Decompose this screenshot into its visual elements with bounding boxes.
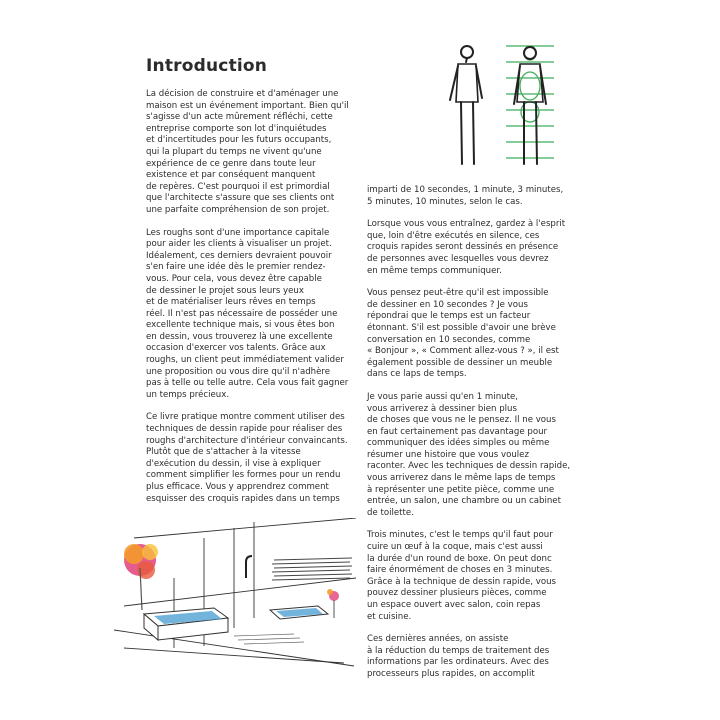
text-line: Ce livre pratique montre comment utiliser des [146, 412, 345, 423]
paragraph [367, 392, 577, 520]
text-line: raconter. Avec les techniques de dessin rapide, [367, 461, 571, 472]
text-line: imparti de 10 secondes, 1 minute, 3 minutes, [367, 185, 564, 195]
text-line: répondrai que le temps est un facteur [367, 311, 531, 322]
text-line: Vous pensez peut-être qu'il est impossible [367, 288, 549, 299]
text-line: excellente technique mais, si vous êtes bon [146, 320, 335, 331]
text-line: que, loin d'être exécutés en silence, ces [367, 230, 540, 241]
text-line: Je vous parie aussi qu'en 1 minute, [367, 391, 518, 402]
text-line: conversation en 10 secondes, comme [367, 334, 531, 345]
text-line: un espace ouvert avec salon, coin repas [367, 600, 541, 610]
text-line: en même temps communiquer. [367, 265, 502, 276]
text-line: comment simplifier les formes pour un rendu [146, 470, 341, 481]
paragraph [367, 185, 577, 208]
text-line: La décision de construire et d'aménager une [146, 89, 339, 99]
text-line: de choses que vous ne le pensez. Il ne vous [367, 415, 556, 426]
paragraph [367, 634, 577, 680]
text-line: s'agisse d'un acte mûrement réfléchi, cette [146, 112, 333, 123]
text-line: d'exécution du dessin, il vise à expliquer [146, 458, 321, 469]
interior-sketch-illustration [104, 518, 356, 668]
text-line: Lorsque vous vous entraînez, gardez à l'esprit [367, 219, 566, 230]
text-line: Trois minutes, c'est le temps qu'il faut pour [367, 530, 553, 541]
paragraph [146, 89, 356, 217]
text-line: vous. Pour cela, vous devez être capable [146, 273, 322, 284]
text-line: cuire un œuf à la coque, mais c'est aussi [367, 542, 543, 553]
figure-sketch [450, 46, 482, 164]
text-line: Grâce à la technique de dessin rapide, vous [367, 576, 557, 587]
text-line: existence et par conséquent manquent [146, 170, 316, 181]
text-line: également possible de dessiner un meuble [367, 357, 553, 368]
text-line: roughs, un client peut immédiatement valider [146, 355, 344, 366]
paragraph [146, 412, 356, 505]
text-line: en dessin, vous trouverez là une excellente [146, 331, 333, 342]
text-line: vous arriverez à dessiner bien plus [367, 403, 517, 414]
paragraph [367, 288, 577, 381]
text-line: pas à telle ou telle autre. Cela vous fait gagner [146, 378, 349, 389]
text-line: processeurs plus rapides, on accomplit [367, 668, 535, 679]
text-line: Les roughs sont d'une importance capitale [146, 227, 330, 238]
paragraph [367, 530, 577, 623]
text-line: Plutôt que de s'attacher à la vitesse [146, 447, 301, 458]
paragraph [367, 219, 577, 277]
text-line: Ces dernières années, on assiste [367, 634, 509, 645]
text-line: à la réduction du temps de traitement des [367, 645, 550, 656]
text-line: une proposition ou vous dire qu'il n'adhère [146, 366, 331, 377]
text-line: en faut certainement pas davantage pour [367, 426, 548, 437]
text-line: Idéalement, ces derniers devraient pouvoir [146, 250, 332, 261]
text-line: expérience de ce genre dans toute leur [146, 158, 316, 169]
text-line: et d'incertitudes pour les futurs occupants, [146, 135, 332, 146]
text-line: pouvez dessiner plusieurs pièces, comme [367, 588, 547, 599]
text-line: communiquer des idées simples ou même [367, 438, 550, 449]
paragraph [146, 228, 356, 402]
text-line: une parfaite compréhension de son projet. [146, 204, 330, 215]
text-line: faire énormément de choses en 3 minutes. [367, 565, 553, 576]
text-line: la durée d'un round de boxe. On peut donc [367, 553, 552, 564]
text-line: entreprise comporte son lot d'inquiétudes [146, 123, 327, 134]
text-line: occasion d'exercer vos talents. Grâce aux [146, 343, 326, 354]
text-line: « Bonjour », « Comment allez-vous ? », il est [367, 346, 559, 357]
text-line: de dessiner en 10 secondes ? Je vous [367, 299, 528, 310]
text-line: de personnes avec lesquelles vous devrez [367, 253, 549, 264]
text-line: pour aider les clients à visualiser un projet. [146, 239, 332, 250]
text-line: qui la plupart du temps ne vivent qu'une [146, 146, 322, 157]
right-text-column [367, 185, 577, 692]
text-line: esquisser des croquis rapides dans un temps [146, 493, 340, 504]
page-title: Introduction [146, 56, 268, 76]
text-line: de toilette. [367, 507, 414, 518]
text-line: réel. Il n'est pas nécessaire de posséder une [146, 308, 338, 319]
text-line: s'en faire une idée dès le premier rendez- [146, 262, 326, 273]
text-line: dans ce laps de temps. [367, 369, 467, 380]
text-line: un temps précieux. [146, 389, 230, 400]
text-line: étonnant. S'il est possible d'avoir une brève [367, 322, 556, 333]
text-line: et cuisine. [367, 611, 412, 622]
text-line: résumer une histoire que vous voulez [367, 449, 529, 460]
text-line: entrée, un salon, une chambre ou un cabinet [367, 496, 561, 507]
text-line: et de matérialiser leurs rêves en temps [146, 297, 316, 308]
text-line: informations par les ordinateurs. Avec des [367, 657, 549, 668]
proportion-figure-sketch [506, 46, 554, 164]
text-line: de dessiner le projet sous leurs yeux [146, 285, 304, 296]
text-line: techniques de dessin rapide pour réaliser des [146, 424, 343, 435]
text-line: vous arriverez dans le même laps de temps [367, 473, 556, 484]
text-line: maison est un événement important. Bien qu'il [146, 100, 349, 111]
text-line: plus efficace. Vous y apprendrez comment [146, 482, 329, 492]
text-line: croquis rapides seront dessinés en présence [367, 242, 559, 253]
text-line: de repères. C'est pourquoi il est primordial [146, 181, 330, 192]
text-line: que l'architecte s'assure que ses clients ont [146, 193, 335, 204]
figure-sketch-illustration [442, 40, 562, 170]
text-line: 5 minutes, 10 minutes, selon le cas. [367, 196, 523, 207]
left-text-column [146, 89, 356, 516]
text-line: roughs d'architecture d'intérieur convaincants. [146, 435, 348, 446]
text-line: à représenter une petite pièce, comme une [367, 484, 555, 495]
interior-sketch [114, 518, 356, 666]
